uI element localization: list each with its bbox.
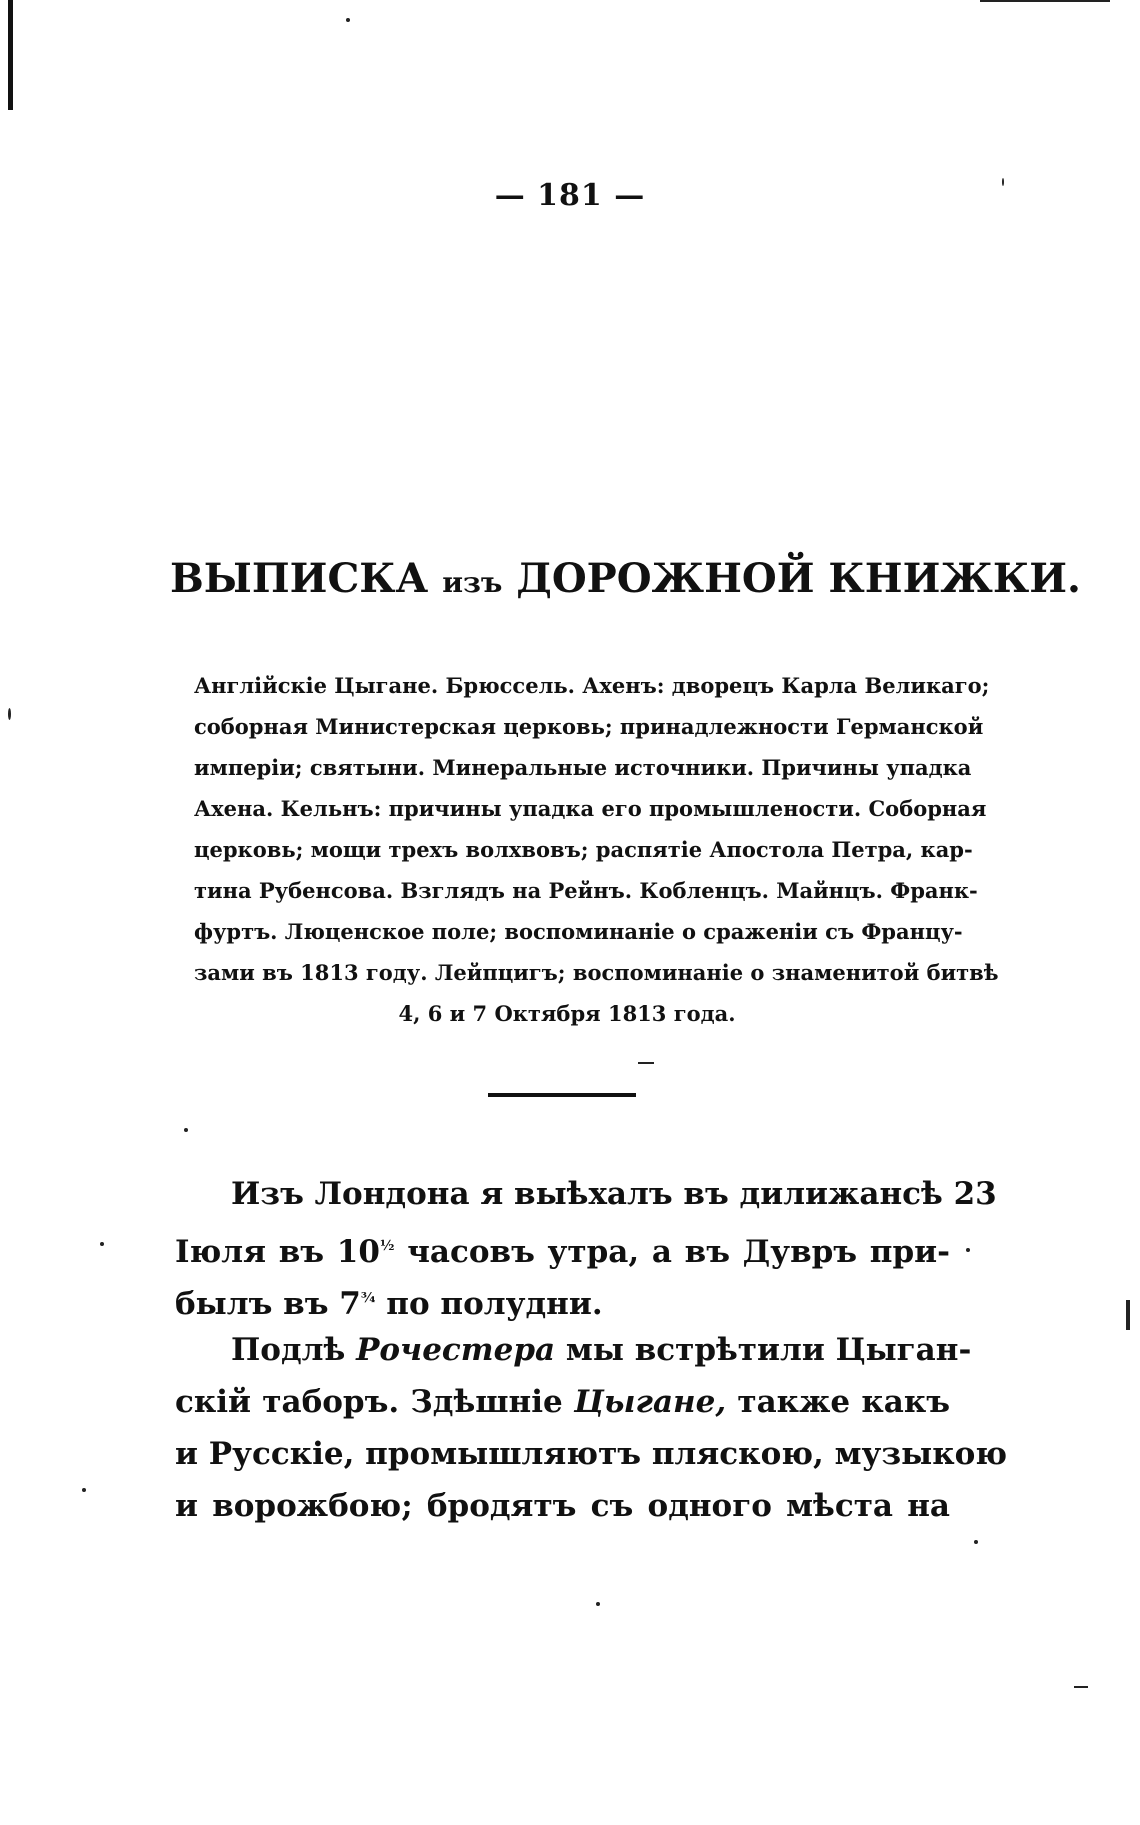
summary-line: Англійскіе Цыгане. Брюссель. Ахенъ: дворецъ Карла Великаго;: [194, 673, 990, 698]
body-line: [175, 1220, 950, 1272]
summary-line: тина Рубенсова. Взглядъ на Рейнъ. Кобленцъ. Майнцъ. Франк-: [194, 878, 978, 903]
body-line: [175, 1272, 950, 1324]
scan-speck: [1074, 1686, 1088, 1688]
scan-speck: [638, 1062, 654, 1064]
chapter-summary: [194, 665, 999, 1034]
section-divider: [488, 1093, 636, 1097]
scan-speck: [82, 1488, 86, 1492]
body-line: и ворожбою; бродятъ съ одного мѣста на: [175, 1488, 950, 1524]
scan-speck: [966, 1248, 970, 1252]
text-run: скій таборъ. Здѣшніе: [175, 1384, 574, 1420]
italic-run: Рочестера: [356, 1332, 556, 1368]
summary-line: 4, 6 и 7 Октября 1813 года.: [398, 1001, 736, 1026]
scan-speck: [100, 1242, 104, 1246]
summary-line: соборная Министерская церковь; принадлежности Германской: [194, 714, 984, 739]
scan-edge-line: [980, 0, 1110, 2]
body-line: Изъ Лондона я выѣхалъ въ дилижансѣ 23: [231, 1176, 997, 1212]
body-text: [175, 1168, 1008, 1532]
text-run: былъ въ 7: [175, 1286, 361, 1322]
text-run: Іюля въ 10: [175, 1234, 380, 1270]
scan-speck: [974, 1540, 978, 1544]
scan-speck: [8, 708, 11, 720]
chapter-title-part: изъ: [442, 566, 503, 599]
text-run: по полудни.: [375, 1286, 603, 1322]
scan-speck: [346, 18, 350, 22]
text-run: часовъ утра, а въ Дувръ при-: [394, 1234, 950, 1270]
fraction: ½: [379, 1238, 395, 1254]
summary-line: зами въ 1813 году. Лейпцигъ; воспоминаніе о знаменитой битвѣ: [194, 960, 999, 985]
body-line: [175, 1376, 950, 1428]
summary-line: церковь; мощи трехъ волхвовъ; распятіе Апостола Петра, кар-: [194, 837, 973, 862]
text-run: также какъ: [726, 1384, 950, 1420]
scan-edge-mark: [8, 0, 13, 110]
text-run: мы встрѣтили Цыган-: [555, 1332, 972, 1368]
summary-line: имперіи; святыни. Минеральные источники. Причины упадка: [194, 755, 972, 780]
text-run: Подлѣ: [231, 1332, 357, 1368]
scan-speck: [184, 1128, 188, 1132]
chapter-title-part: ДОРОЖНОЙ КНИЖКИ.: [516, 555, 1081, 602]
italic-run: Цыгане,: [574, 1384, 727, 1420]
body-line: [175, 1324, 972, 1376]
page-number: — 181 —: [494, 178, 646, 213]
scan-speck: [1126, 1300, 1130, 1330]
chapter-title: [170, 555, 1081, 602]
body-line: и Русскіе, промышляютъ пляскою, музыкою: [175, 1436, 1008, 1472]
chapter-title-part: ВЫПИСКА: [170, 555, 429, 602]
fraction: ¾: [360, 1290, 376, 1306]
summary-line: фуртъ. Люценское поле; воспоминаніе о сраженіи съ Францу-: [194, 919, 963, 944]
scan-speck: [596, 1602, 600, 1606]
summary-line: Ахена. Кельнъ: причины упадка его промышлености. Соборная: [194, 796, 987, 821]
